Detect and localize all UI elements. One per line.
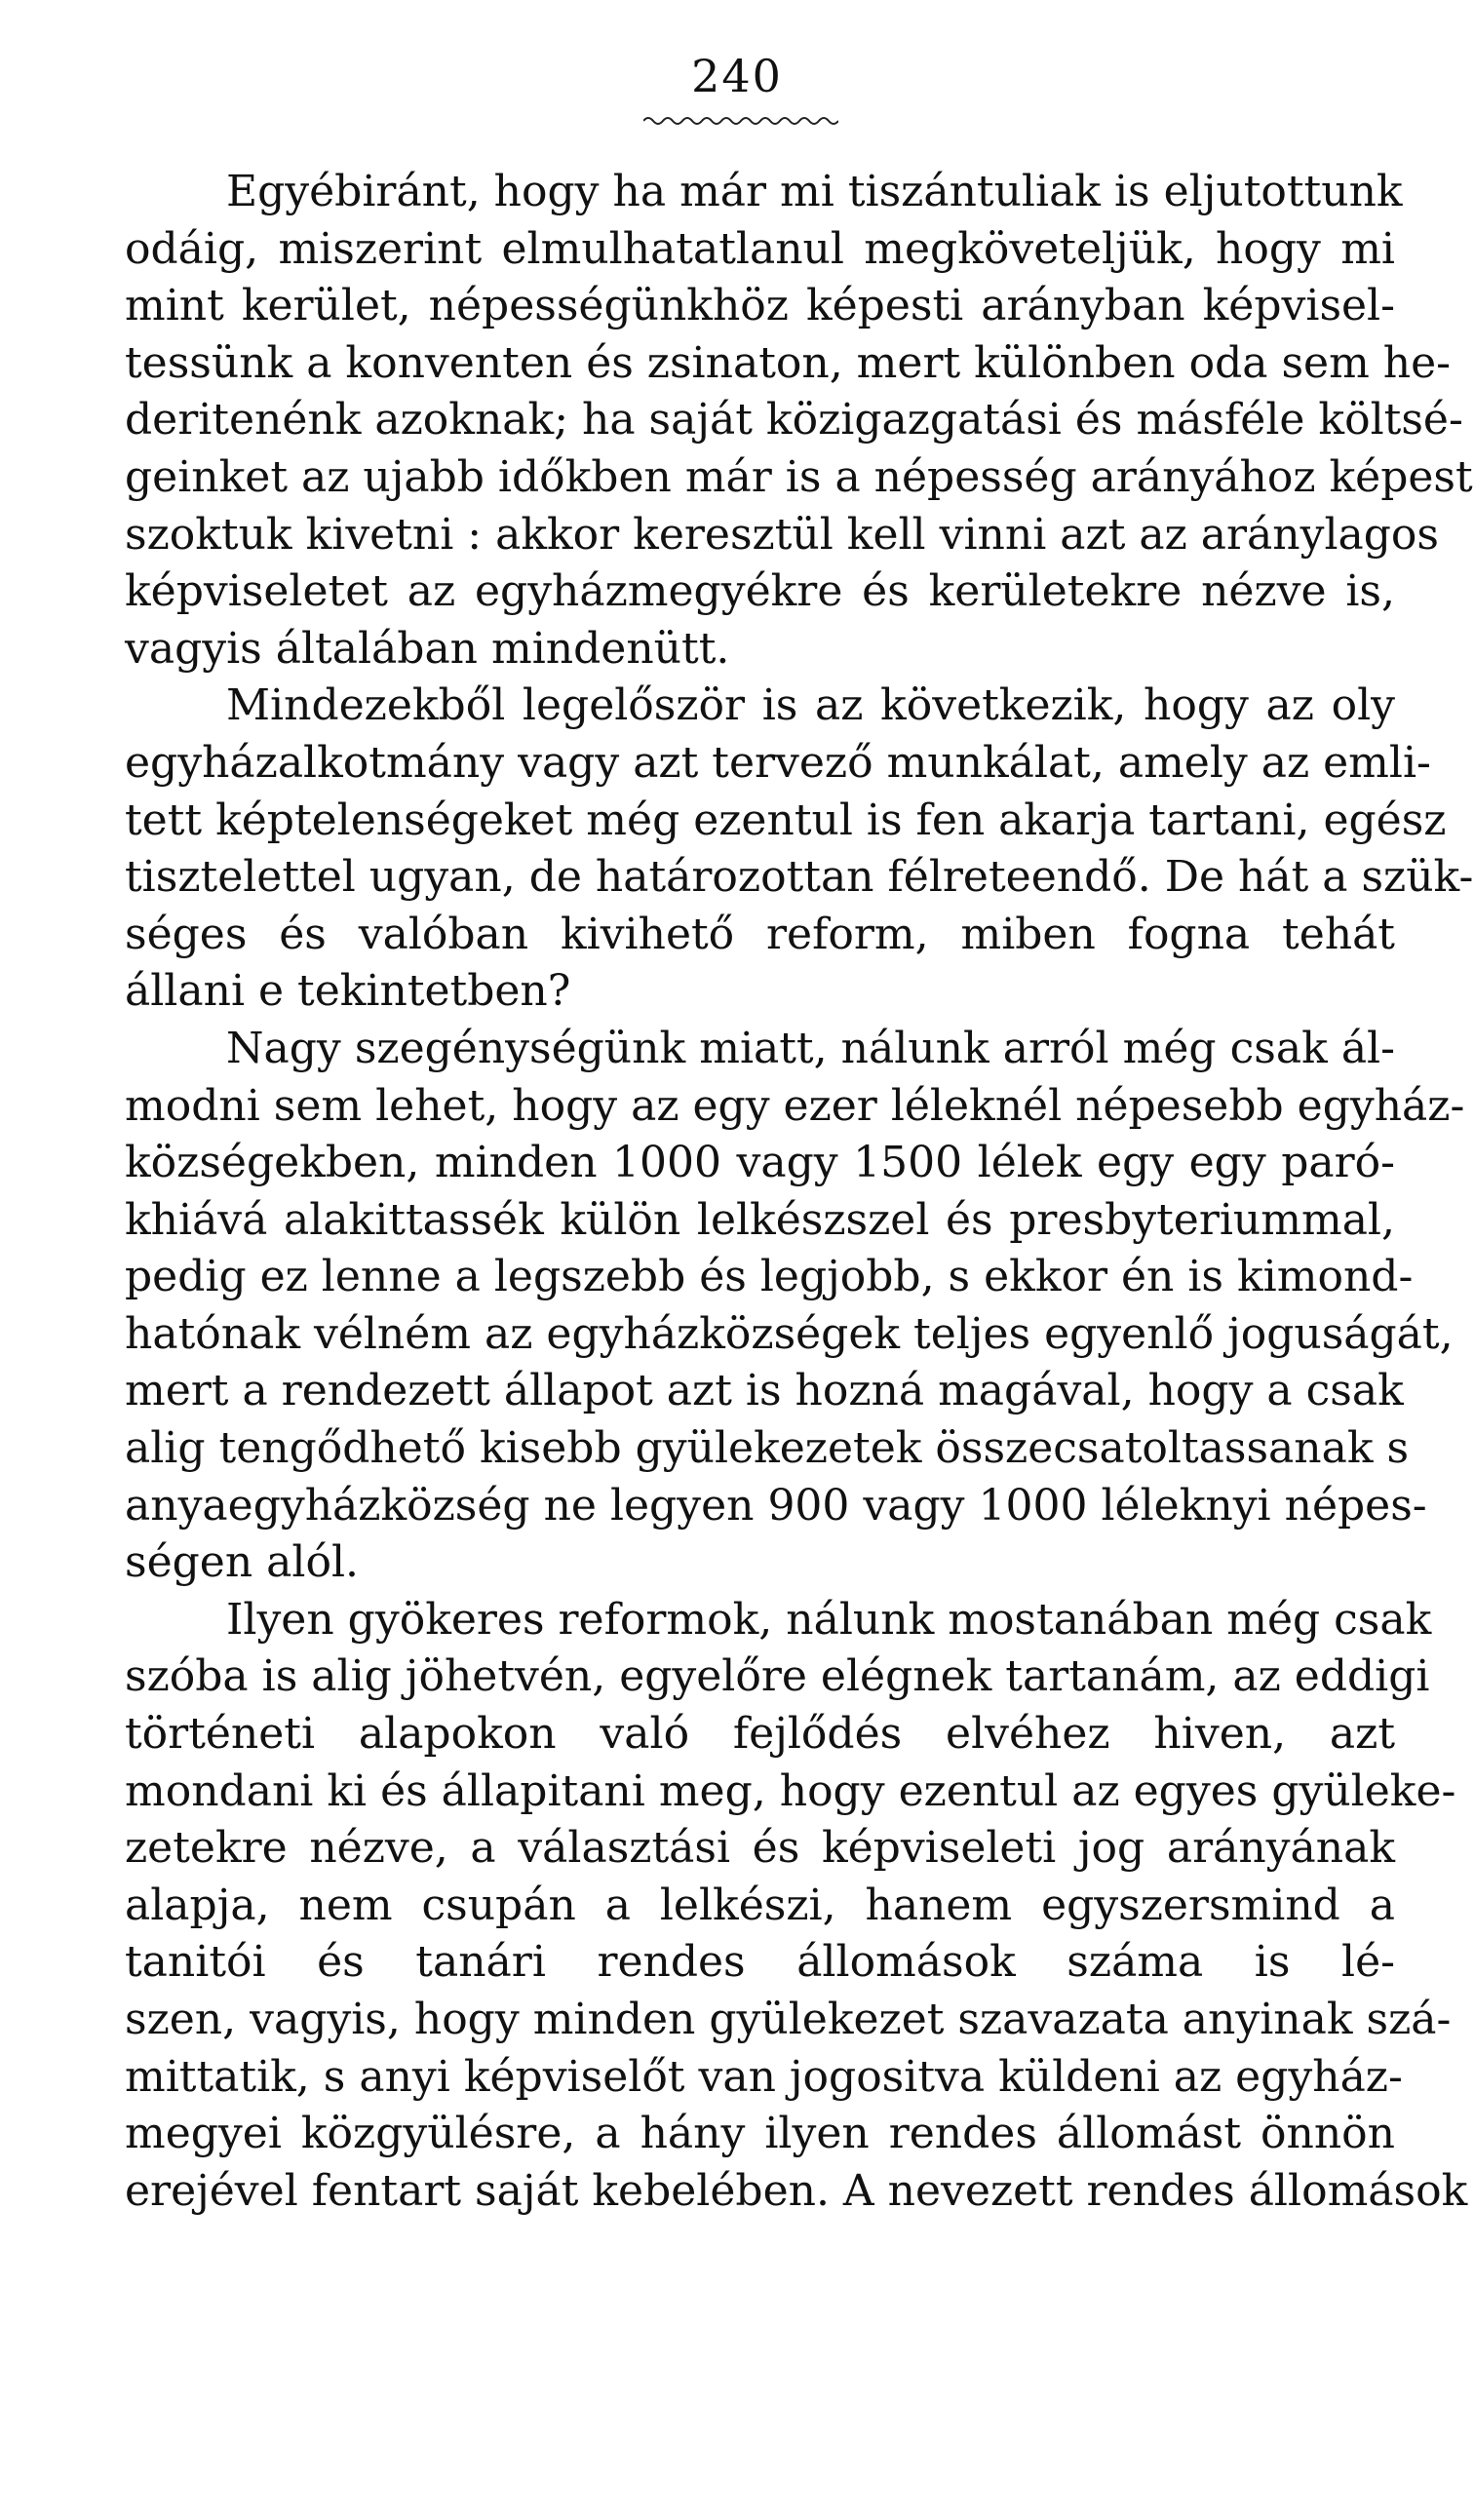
text-line: Nagy szegénységünk miatt, nálunk arról még csak ál- (226, 1023, 1395, 1073)
text-line: erejével fentart saját kebelében. A nevezett rendes állomások (125, 2165, 1468, 2216)
wavy-rule-ornament (643, 113, 838, 129)
text-line: zetekre nézve, a választási és képviseleti jog arányának (125, 1823, 1395, 1874)
text-line: tett képtelenségeket még ezentul is fen akarja tartani, egész (125, 795, 1447, 845)
text-line: alapja, nem csupán a lelkészi, hanem egyszersmind a (125, 1880, 1395, 1930)
text-line: pedig ez lenne a legszebb és legjobb, s ekkor én is kimond- (125, 1252, 1414, 1302)
text-line: geinket az ujabb időkben már is a népesség arányához képest (125, 451, 1473, 502)
text-line: községekben, minden 1000 vagy 1500 lélek egy egy paró- (125, 1138, 1395, 1188)
text-line: szoktuk kivetni : akkor keresztül kell vinni azt az aránylagos (125, 509, 1439, 560)
text-line: mittatik, s anyi képviselőt van jogositva küldeni az egyház- (125, 2051, 1403, 2102)
text-line: vagyis általában mindenütt. (125, 623, 730, 674)
text-line: tessünk a konventen és zsinaton, mert különben oda sem he- (125, 337, 1452, 388)
text-line: történeti alapokon való fejlődés elvéhez hiven, azt (125, 1709, 1395, 1760)
text-line: séges és valóban kivihető reform, miben fogna tehát (125, 909, 1395, 959)
text-line: odáig, miszerint elmulhatatlanul megköveteljük, hogy mi (125, 223, 1395, 274)
text-line: Mindezekből legelőször is az következik, hogy az oly (226, 680, 1395, 731)
text-line: állani e tekintetben? (125, 966, 571, 1017)
text-line: anyaegyházközség ne legyen 900 vagy 1000 léleknyi népes- (125, 1480, 1427, 1531)
text-line: egyházalkotmány vagy azt tervező munkálat, amely az emli- (125, 737, 1431, 788)
text-line: mert a rendezett állapot azt is hozná magával, hogy a csak (125, 1366, 1404, 1416)
text-line: deritenénk azoknak; ha saját közigazgatási és másféle költsé- (125, 395, 1463, 446)
body-text (125, 164, 1474, 2220)
page-number: 240 (691, 50, 783, 102)
text-line: alig tengődhető kisebb gyülekezetek összecsatoltassanak s (125, 1423, 1410, 1474)
text-line: tanitói és tanári rendes állomások száma is lé- (125, 1937, 1395, 1988)
text-line: hatónak vélném az egyházközségek teljes egyenlő joguságát, (125, 1308, 1454, 1359)
text-line: khiává alakittassék külön lelkészszel és presbyteriummal, (125, 1194, 1395, 1245)
text-line: megyei közgyülésre, a hány ilyen rendes állomást önnön (125, 2109, 1395, 2159)
text-line: ségen alól. (125, 1537, 360, 1588)
text-line: szóba is alig jöhetvén, egyelőre elégnek tartanám, az eddigi (125, 1651, 1430, 1702)
text-line: mint kerület, népességünkhöz képesti arányban képvisel- (125, 281, 1395, 331)
text-line: Egyébiránt, hogy ha már mi tiszántuliak is eljutottunk (226, 167, 1403, 216)
text-line: szen, vagyis, hogy minden gyülekezet szavazata anyinak szá- (125, 1995, 1452, 2044)
text-line: tisztelettel ugyan, de határozottan félreteendő. De hát a szük- (125, 852, 1474, 903)
text-line: Ilyen gyökeres reformok, nálunk mostanában még csak (226, 1594, 1432, 1645)
text-line: mondani ki és állapitani meg, hogy ezentul az egyes gyüleke- (125, 1765, 1456, 1816)
text-line: képviseletet az egyházmegyékre és kerületekre nézve is, (125, 566, 1395, 617)
text-line: modni sem lehet, hogy az egy ezer léleknél népesebb egyház- (125, 1080, 1465, 1131)
